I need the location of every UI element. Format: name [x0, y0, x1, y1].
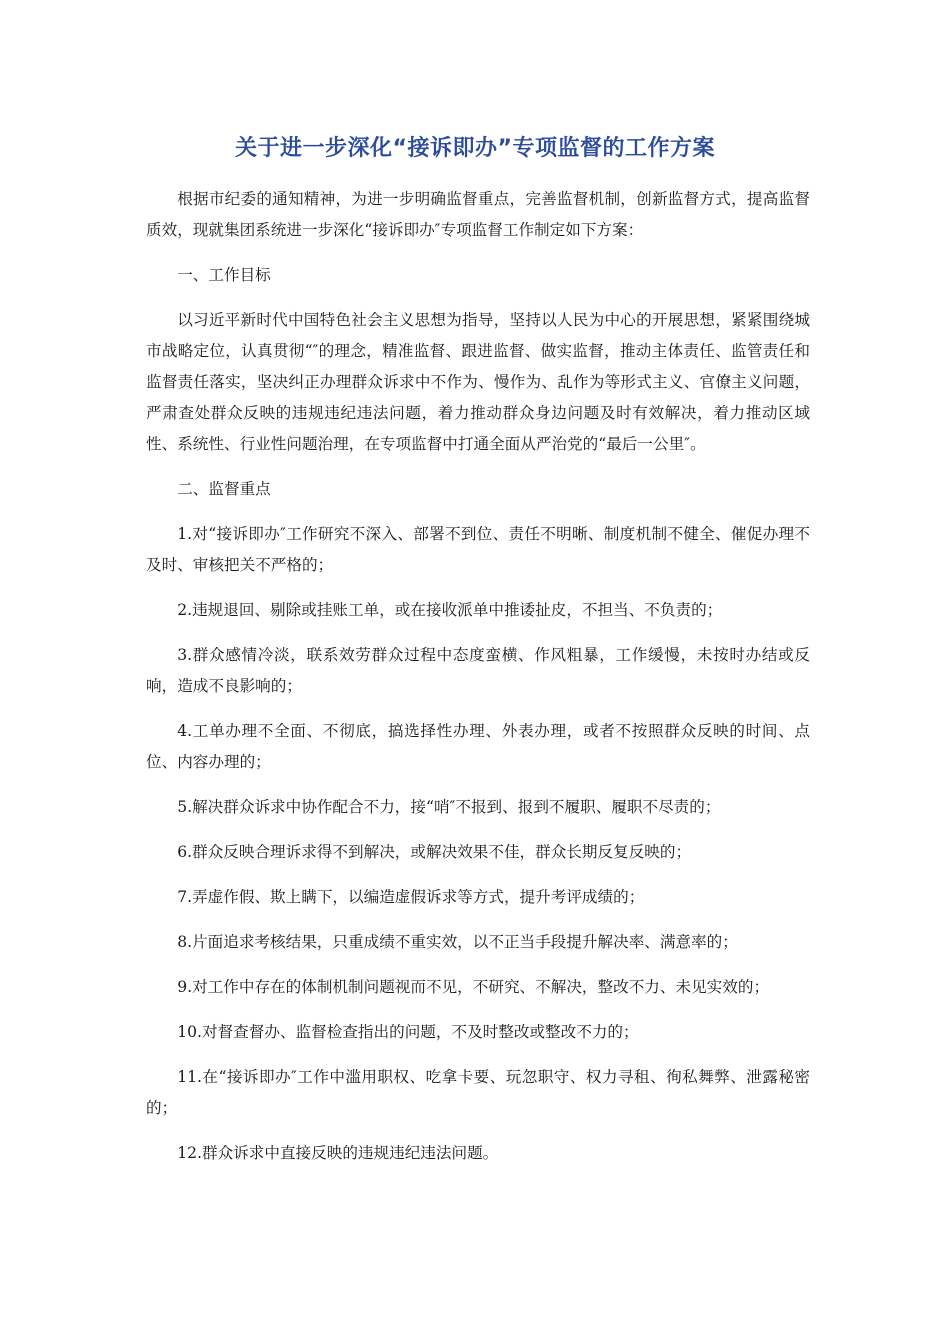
- focus-item: 7.弄虚作假、欺上瞒下，以编造虚假诉求等方式，提升考评成绩的；: [177, 888, 645, 906]
- section-heading-goals: 一、工作目标: [177, 266, 271, 284]
- focus-item: 9.对工作中存在的体制机制问题视而不见，不研究、不解决，整改不力、未见实效的；: [177, 978, 770, 996]
- focus-item: 5.解决群众诉求中协作配合不力，接“哨″不报到、报到不履职、履职不尽责的；: [177, 798, 721, 816]
- focus-item: 12.群众诉求中直接反映的违规违纪违法问题。: [177, 1144, 499, 1162]
- focus-item: 6.群众反映合理诉求得不到解决，或解决效果不佳，群众长期反复反映的；: [177, 843, 692, 861]
- document-title: 关于进一步深化“接诉即办”专项监督的工作方案: [235, 136, 715, 161]
- focus-item: 2.违规退回、剔除或挂账工单，或在接收派单中推诿扯皮，不担当、不负责的；: [177, 601, 723, 619]
- intro-paragraph: 根据市纪委的通知精神，为进一步明确监督重点，完善监督机制，创新监督方式，提高监督质效，现就集团系统进一步深化“接诉即办″专项监督工作制定如下方案：: [146, 190, 810, 239]
- focus-item: 3.群众感情冷淡，联系效劳群众过程中态度蛮横、作风粗暴，工作缓慢，未按时办结或反响，造成不良影响的；: [146, 646, 810, 695]
- focus-item: 1.对“接诉即办″工作研究不深入、部署不到位、责任不明晰、制度机制不健全、催促办理不及时、审核把关不严格的；: [146, 525, 810, 574]
- document-body: [146, 184, 810, 1183]
- focus-item: 4.工单办理不全面、不彻底，搞选择性办理、外表办理，或者不按照群众反映的时间、点位、内容办理的；: [146, 722, 810, 771]
- focus-item: 10.对督查督办、监督检查指出的问题，不及时整改或整改不力的；: [177, 1023, 639, 1041]
- focus-item: 8.片面追求考核结果，只重成绩不重实效，以不正当手段提升解决率、满意率的；: [177, 933, 738, 951]
- focus-item: 11.在“接诉即办″工作中滥用职权、吃拿卡要、玩忽职守、权力寻租、徇私舞弊、泄露秘密的；: [146, 1068, 810, 1117]
- goals-paragraph: 以习近平新时代中国特色社会主义思想为指导，坚持以人民为中心的开展思想，紧紧围绕城市战略定位，认真贯彻“″的理念，精准监督、跟进监督、做实监督，推动主体责任、监管责任和监督责任落实，坚决纠正办理群众诉求中不作为、慢作为、乱作为等形式主义、官僚主义问题，严肃查处群众反映的违规违纪违法问题，着力推动群众身边问题及时有效解决，着力推动区域性、系统性、行业性问题治理，在专项监督中打通全面从严治党的“最后一公里″。: [146, 311, 810, 453]
- section-heading-focus: 二、监督重点: [177, 480, 271, 498]
